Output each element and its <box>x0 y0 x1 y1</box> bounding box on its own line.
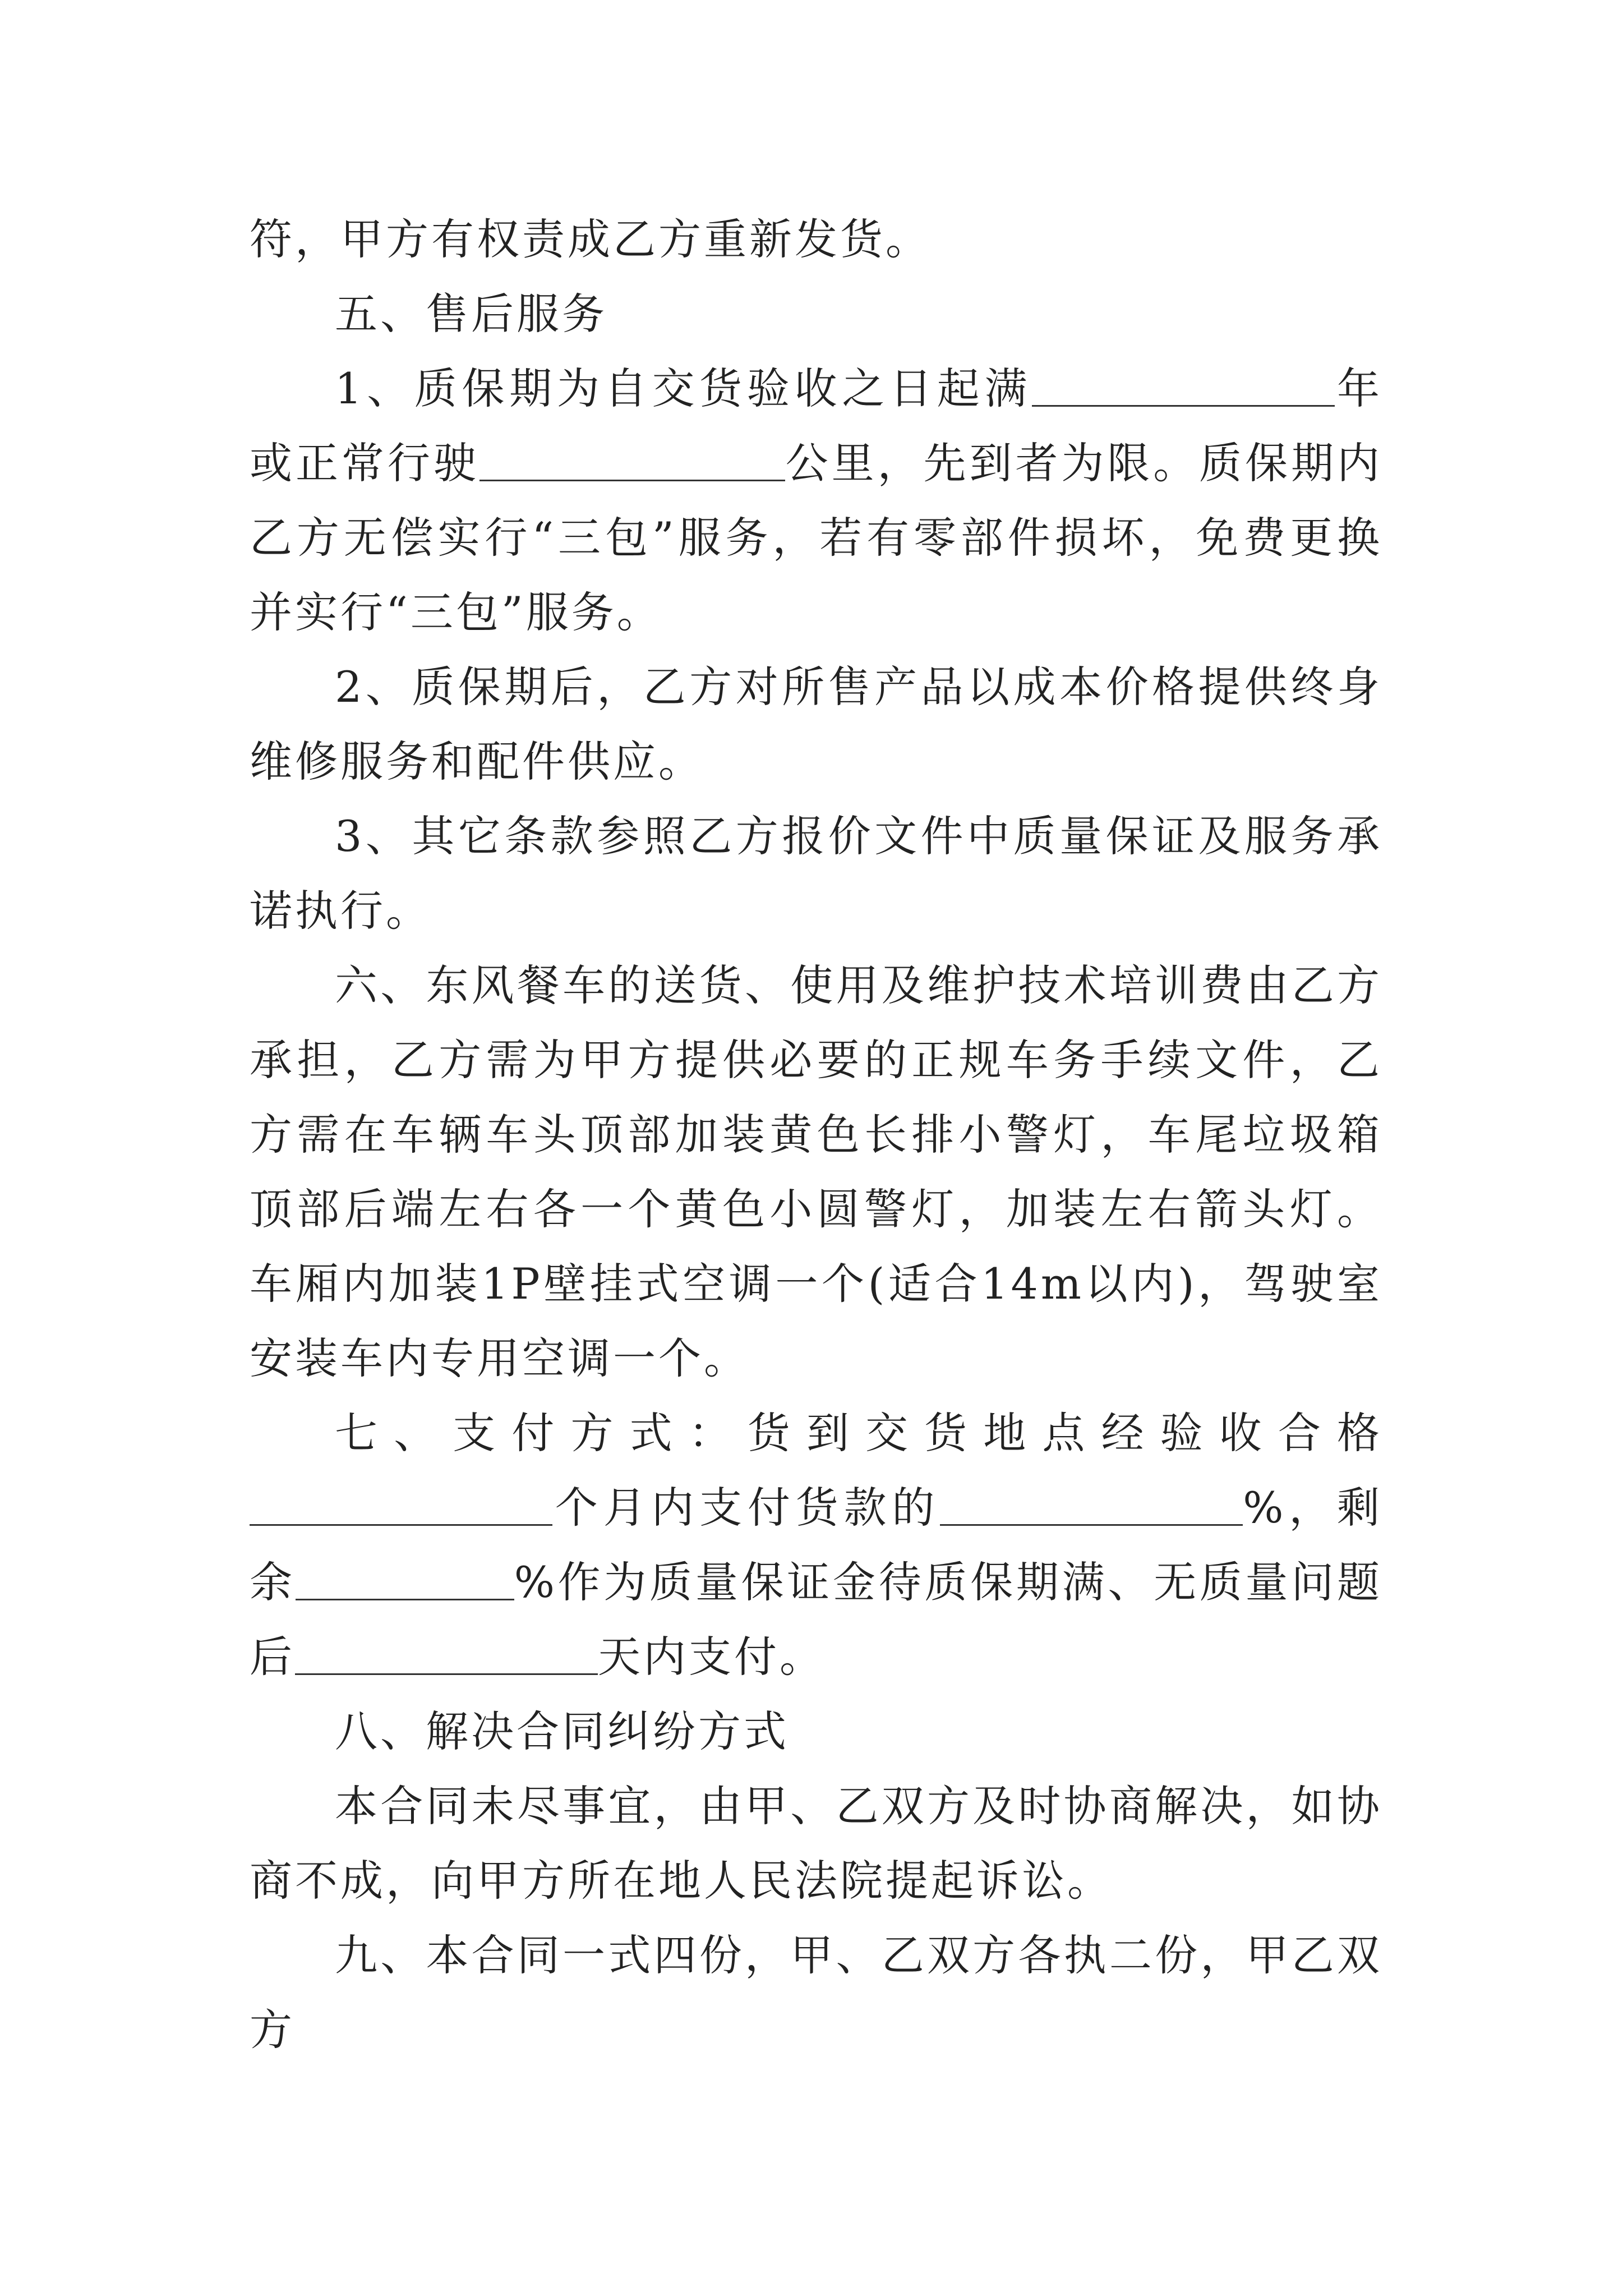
clause-text: 本合同未尽事宜，由甲、乙双方及时协商解决，如协商不成，向甲方所在地人民法院提起诉讼。 <box>250 1781 1382 1906</box>
clause-text-part: 1、质保期为自交货验收之日起满 <box>335 364 1032 413</box>
section-payment-method <box>250 1396 1382 1694</box>
blank-mileage <box>479 444 785 481</box>
section-text-part: 七、支付方式：货到交货地点经验收合格 <box>335 1408 1382 1458</box>
clause-text-part: 年或正常行驶 <box>250 364 1383 488</box>
blank-months <box>250 1488 552 1526</box>
section-text-part: 天内支付。 <box>598 1632 825 1682</box>
section-text-part: %，剩余 <box>250 1483 1382 1607</box>
blank-payment-percent <box>940 1488 1243 1526</box>
paragraph-text: 符，甲方有权责成乙方重新发货。 <box>250 214 931 264</box>
clause-other-terms <box>250 799 1382 948</box>
paragraph-continuation <box>250 202 1382 277</box>
clause-text: 2、质保期后，乙方对所售产品以成本价格提供终身维修服务和配件供应。 <box>250 662 1382 786</box>
clause-warranty-period <box>250 351 1382 650</box>
section-heading-after-sales <box>250 277 1382 351</box>
section-delivery-training <box>250 948 1382 1396</box>
section-text-part: 个月内支付货款的 <box>552 1483 940 1533</box>
clause-text-part: 公里，先到者为限。质保期内乙方无偿实行“三包”服务，若有零部件损坏，免费更换并实行“三包”服务。 <box>250 438 1383 637</box>
blank-remaining-percent <box>296 1563 514 1600</box>
section-heading-disputes <box>250 1694 1382 1769</box>
section-text-part: %作为质量保证金待质保期满、无质量问题后 <box>250 1557 1383 1682</box>
section-copies <box>250 1918 1382 2067</box>
clause-text: 3、其它条款参照乙方报价文件中质量保证及服务承诺执行。 <box>250 811 1382 936</box>
heading-text: 八、解决合同纠纷方式 <box>335 1706 789 1756</box>
contract-text <box>250 202 1382 2067</box>
section-text: 六、东风餐车的送货、使用及维护技术培训费由乙方承担，乙方需为甲方提供必要的正规车务手续文件，乙方需在车辆车头顶部加装黄色长排小警灯，车尾垃圾箱顶部后端左右各一个黄色小圆警灯，加装左右箭头灯。车厢内加装1P壁挂式空调一个(适合14m以内)，驾驶室安装车内专用空调一个。 <box>250 960 1382 1383</box>
blank-days <box>295 1637 598 1675</box>
clause-post-warranty <box>250 650 1382 799</box>
clause-dispute-resolution <box>250 1769 1382 1918</box>
blank-warranty-years <box>1032 369 1335 407</box>
section-text: 九、本合同一式四份，甲、乙双方各执二份，甲乙双方 <box>250 1930 1382 2055</box>
heading-text: 五、售后服务 <box>335 289 607 339</box>
